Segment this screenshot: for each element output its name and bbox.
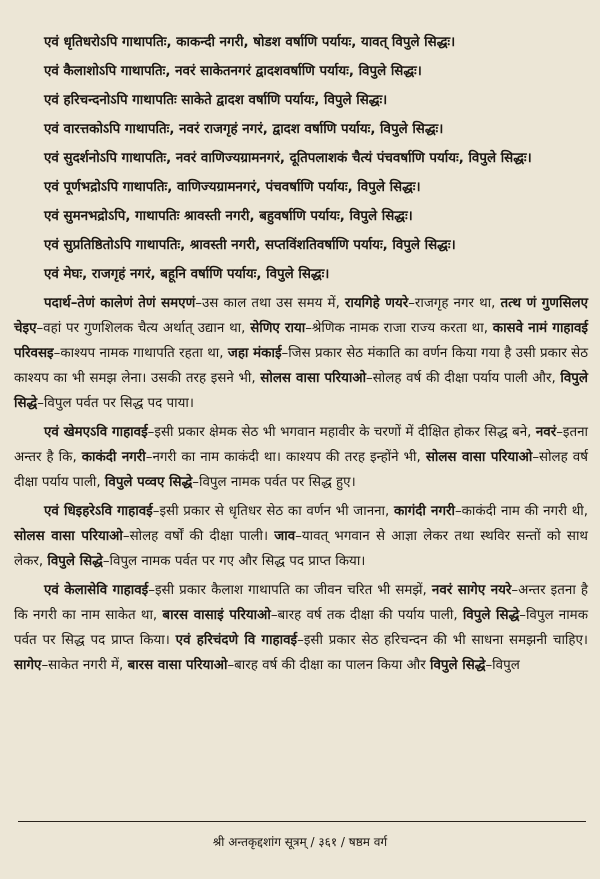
prakrit-term: विपुले पव्वए सिद्धे	[104, 475, 193, 490]
hindi-gloss: –इसी प्रकार कैलाश गाथापति का जीवन चरित भी समझें,	[148, 583, 432, 598]
prakrit-term: नवरं सागेए नयरे	[431, 583, 512, 598]
hindi-gloss: –विपुल पर्वत पर सिद्ध पद पाया।	[37, 396, 194, 411]
prakrit-term: विपुले सिद्धे	[430, 658, 486, 673]
prakrit-term: तत्थ णं गुणसिलए चेइए	[14, 296, 588, 336]
sutra-verse: एवं मेघः, राजगृहं नगरं, बहूनि वर्षाणि पर्यायः, विपुले सिद्धः।	[44, 267, 330, 282]
hindi-gloss: –बारह वर्ष की दीक्षा का पालन किया और	[227, 658, 430, 673]
hindi-gloss: –बारह वर्ष तक दीक्षा की पर्याय पाली,	[270, 608, 463, 623]
hindi-gloss: –नगरी का नाम काकंदी था। काश्यप की तरह इन्होंने भी,	[145, 450, 426, 465]
hindi-gloss: –यावत् भगवान से आज्ञा लेकर तथा स्थविर सन्तों को साथ लेकर,	[14, 529, 588, 569]
prakrit-term: एवं खेमएऽवि गाहावई	[44, 425, 148, 440]
hindi-gloss: –जिस प्रकार सेठ मंकाति का वर्णन किया गया है उसी प्रकार सेठ काश्यप का भी समझ लेना। उसकी तरह इसने भी,	[14, 346, 588, 386]
hindi-gloss: –विपुल नामक पर्वत पर सिद्ध पद प्राप्त किया।	[14, 608, 588, 648]
prakrit-term: विपुले सिद्धे	[14, 371, 588, 411]
prakrit-term: विपुले सिद्धे	[47, 554, 103, 569]
hindi-gloss: –इसी प्रकार क्षेमक सेठ भी भगवान महावीर के चरणों में दीक्षित होकर सिद्ध बने,	[147, 425, 536, 440]
prakrit-term: पदार्थ–तेणं कालेणं तेणं समएणं	[44, 296, 196, 311]
prakrit-term: सेणिए राया	[250, 321, 306, 336]
hindi-gloss: –सोलह वर्ष की दीक्षा पर्याय पाली और,	[366, 371, 561, 386]
hindi-gloss: –वहां पर गुणशिलक चैत्य अर्थात् उद्यान था,	[36, 321, 251, 336]
hindi-gloss: –राजगृह नगर था,	[408, 296, 501, 311]
prakrit-term: कागंदी नगरी	[394, 504, 455, 519]
hindi-gloss: –इतना अन्तर है कि,	[14, 425, 589, 465]
prakrit-term: विपुले सिद्धे	[462, 608, 520, 623]
sutra-verse: एवं सुदर्शनोऽपि गाथापतिः, नवरं वाणिज्यग्रामनगरं, दूतिपलाशकं चैत्यं पंचवर्षाणि पर्यायः, विपुले सिद्धः।	[44, 151, 532, 166]
prakrit-term: सोलस वासा परियाओ	[425, 450, 533, 465]
page-body	[14, 30, 588, 682]
commentary-paragraph	[14, 499, 588, 574]
hindi-gloss: –श्रेणिक नामक राजा राज्य करता था,	[305, 321, 493, 336]
prakrit-term: कासवे नामं गाहावई परिवसइ	[14, 321, 589, 361]
sutra-verse: एवं वारत्तकोऽपि गाथापतिः, नवरं राजगृहं नगरं, द्वादश वर्षाणि पर्यायः, विपुले सिद्धः।	[44, 122, 444, 137]
page-footer: श्री अन्तकृद्दशांग सूत्रम् / ३६१ / षष्ठम वर्ग	[212, 835, 388, 849]
prakrit-term: रायगिहे णयरे	[344, 296, 409, 311]
prakrit-term: नवरं	[535, 425, 557, 440]
hindi-gloss: –सोलह वर्ष दीक्षा पर्याय पाली,	[14, 450, 588, 490]
commentary-paragraph	[14, 420, 588, 495]
hindi-gloss: –साकेत नगरी में,	[41, 658, 128, 673]
prakrit-term: जाव	[274, 529, 296, 544]
hindi-gloss: –विपुल नामक पर्वत पर सिद्ध हुए।	[192, 475, 356, 490]
prakrit-term: सोलस वासा परियाओ	[260, 371, 367, 386]
sutra-verse: एवं सुमनभद्रोऽपि, गाथापतिः श्रावस्ती नगरी, बहुवर्षाणि पर्यायः, विपुले सिद्धः।	[44, 209, 413, 224]
hindi-gloss: –उस काल तथा उस समय में,	[195, 296, 345, 311]
prakrit-term: एवं हरिचंदणे वि गाहावई	[175, 633, 298, 648]
prakrit-term: जहा मंकाई	[227, 346, 282, 361]
prakrit-term: बारस वासा परियाओ	[127, 658, 228, 673]
hindi-gloss: –काकंदी नाम की नगरी थी,	[454, 504, 588, 519]
prakrit-term: सागेए	[14, 658, 42, 673]
sutra-verse: एवं सुप्रतिष्ठितोऽपि गाथापतिः, श्रावस्ती नगरी, सप्तविंशतिवर्षाणि पर्यायः, विपुले सिद्धः।	[44, 238, 456, 253]
prakrit-term: एवं केलासेवि गाहावई	[44, 583, 149, 598]
sutra-verse: एवं कैलाशोऽपि गाथापतिः, नवरं साकेतनगरं द्वादशवर्षाणि पर्यायः, विपुले सिद्धः।	[44, 64, 422, 79]
hindi-gloss: –इसी प्रकार सेठ हरिचन्दन की भी साधना समझनी चाहिए।	[297, 633, 588, 648]
prakrit-term: एवं धिइहरेऽवि गाहावई	[44, 504, 153, 519]
sutra-verse: एवं धृतिधरोऽपि गाथापतिः, काकन्दी नगरी, षोडश वर्षाणि पर्यायः, यावत् विपुले सिद्धः।	[44, 35, 456, 50]
commentary-paragraph	[14, 578, 588, 678]
hindi-gloss: –इसी प्रकार से धृतिधर सेठ का वर्णन भी जानना,	[152, 504, 395, 519]
prakrit-term: सोलस वासा परियाओ	[14, 529, 123, 544]
hindi-gloss: –काश्यप नामक गाथापति रहता था,	[53, 346, 228, 361]
prakrit-term: काकंदी नगरी	[81, 450, 146, 465]
hindi-gloss: –विपुल	[485, 658, 520, 673]
sutra-verse: एवं हरिचन्दनोऽपि गाथापतिः साकेते द्वादश वर्षाणि पर्यायः, विपुले सिद्धः।	[44, 93, 388, 108]
footer-divider	[18, 821, 586, 822]
sutra-verse: एवं पूर्णभद्रोऽपि गाथापतिः, वाणिज्यग्रामनगरं, पंचवर्षाणि पर्यायः, विपुले सिद्धः।	[44, 180, 421, 195]
prakrit-term: बारस वासाइं परियाओ	[162, 608, 271, 623]
hindi-gloss: –अन्तर इतना है कि नगरी का नाम साकेत था,	[14, 583, 588, 623]
hindi-gloss: –सोलह वर्षों की दीक्षा पाली।	[122, 529, 275, 544]
commentary-paragraph	[14, 291, 588, 416]
hindi-gloss: –विपुल नामक पर्वत पर गए और सिद्ध पद प्राप्त किया।	[102, 554, 366, 569]
